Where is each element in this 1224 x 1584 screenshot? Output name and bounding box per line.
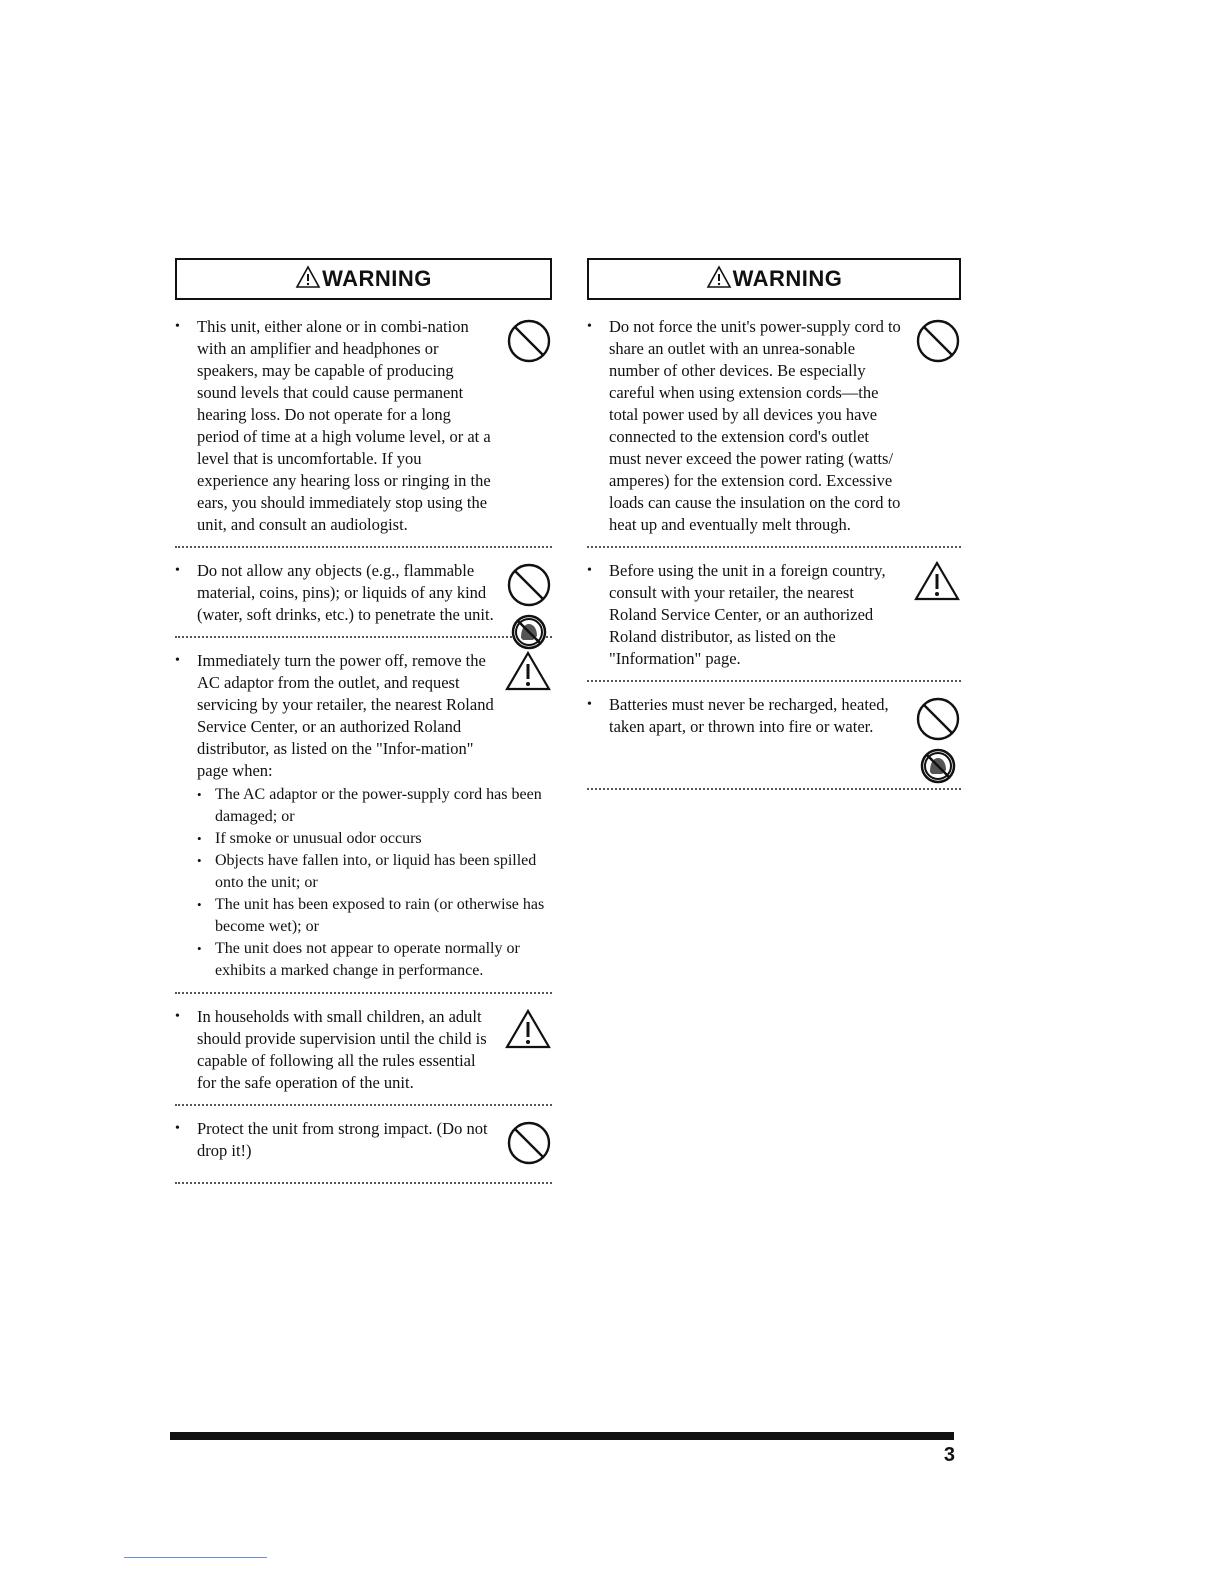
condition-item: • Objects have fallen into, or liquid has been spilled onto the unit; or [197, 852, 537, 891]
caution-icon [504, 650, 552, 692]
warning-item [175, 650, 552, 994]
warning-item [587, 694, 961, 790]
left-column [175, 258, 552, 1196]
warning-text: This unit, either alone or in combi-nation with an amplifier and headphones or speakers, may be capable of producing sound levels that could cause permanent hearing loss. Do not operate for a long period of time at a high volume level, or at a level that is uncomfortable. If you experience any hearing loss or ringing in the ears, you should immediately stop using the unit, and consult an audiologist. [197, 317, 491, 534]
prohibited-icon [915, 318, 961, 364]
warning-text: In households with small children, an adult should provide supervision until the child is capable of following all the rules essential for the safe operation of the unit. [197, 1007, 487, 1092]
warning-triangle-icon [706, 265, 732, 289]
condition-item: • The unit does not appear to operate normally or exhibits a marked change in performance. [197, 940, 520, 979]
warning-text: Before using the unit in a foreign country, consult with your retailer, the nearest Roland Service Center, or an authorized Roland distributor, as listed on the "Information" page. [609, 561, 886, 668]
warning-text: Do not force the unit's power-supply cord to share an outlet with an unrea-sonable number of other devices. Be especially careful when using extension cords—the total power used by all devices you have connected to the extension cord's outlet must never exceed the power rating (watts/ amperes) for the extension cord. Excessive loads can cause the insulation on the cord to heat up and eventually melt through. [609, 317, 901, 534]
no-wet-hands-icon [511, 614, 547, 650]
warning-header [587, 258, 961, 300]
bullet: • [175, 563, 180, 578]
warning-item [175, 1006, 552, 1106]
bullet: • [587, 697, 592, 712]
caution-icon [913, 560, 961, 602]
warning-header-label: WARNING [322, 266, 432, 291]
divider [124, 1557, 267, 1558]
warning-header [175, 258, 552, 300]
warning-text: Do not allow any objects (e.g., flammable material, coins, pins); or liquids of any kind (water, soft drinks, etc.) to penetrate the unit. [197, 561, 494, 624]
right-column [587, 258, 961, 802]
warning-item [587, 316, 961, 548]
condition-item: • If smoke or unusual odor occurs [197, 830, 422, 847]
warning-triangle-icon [295, 265, 321, 289]
no-fire-water-icon [920, 748, 956, 784]
bullet: • [175, 653, 180, 668]
condition-list [197, 784, 552, 982]
prohibited-icon [506, 1120, 552, 1166]
caution-icon [504, 1008, 552, 1050]
prohibited-icon [915, 696, 961, 742]
bullet: • [587, 563, 592, 578]
bullet: • [175, 1121, 180, 1136]
warning-text: Immediately turn the power off, remove the AC adaptor from the outlet, and request servicing by your retailer, the nearest Roland Service Center, or an authorized Roland distributor, as listed on the "Infor-mation" page when: [197, 651, 494, 780]
warning-item [175, 316, 552, 548]
warning-item [587, 560, 961, 682]
warning-text: Protect the unit from strong impact. (Do not drop it!) [197, 1119, 488, 1160]
bullet: • [175, 319, 180, 334]
condition-item: • The AC adaptor or the power-supply cord has been damaged; or [197, 786, 542, 825]
warning-header-label: WARNING [732, 266, 843, 291]
prohibited-icon [506, 318, 552, 364]
warning-item [175, 560, 552, 638]
footer-rule [170, 1432, 954, 1440]
bullet: • [587, 319, 592, 334]
page-number: 3 [943, 1444, 955, 1466]
warning-text: Batteries must never be recharged, heated, taken apart, or thrown into fire or water. [609, 695, 889, 736]
condition-item: • The unit has been exposed to rain (or otherwise has become wet); or [197, 896, 545, 935]
prohibited-icon [506, 562, 552, 608]
bullet: • [175, 1009, 180, 1024]
warning-item [175, 1118, 552, 1184]
